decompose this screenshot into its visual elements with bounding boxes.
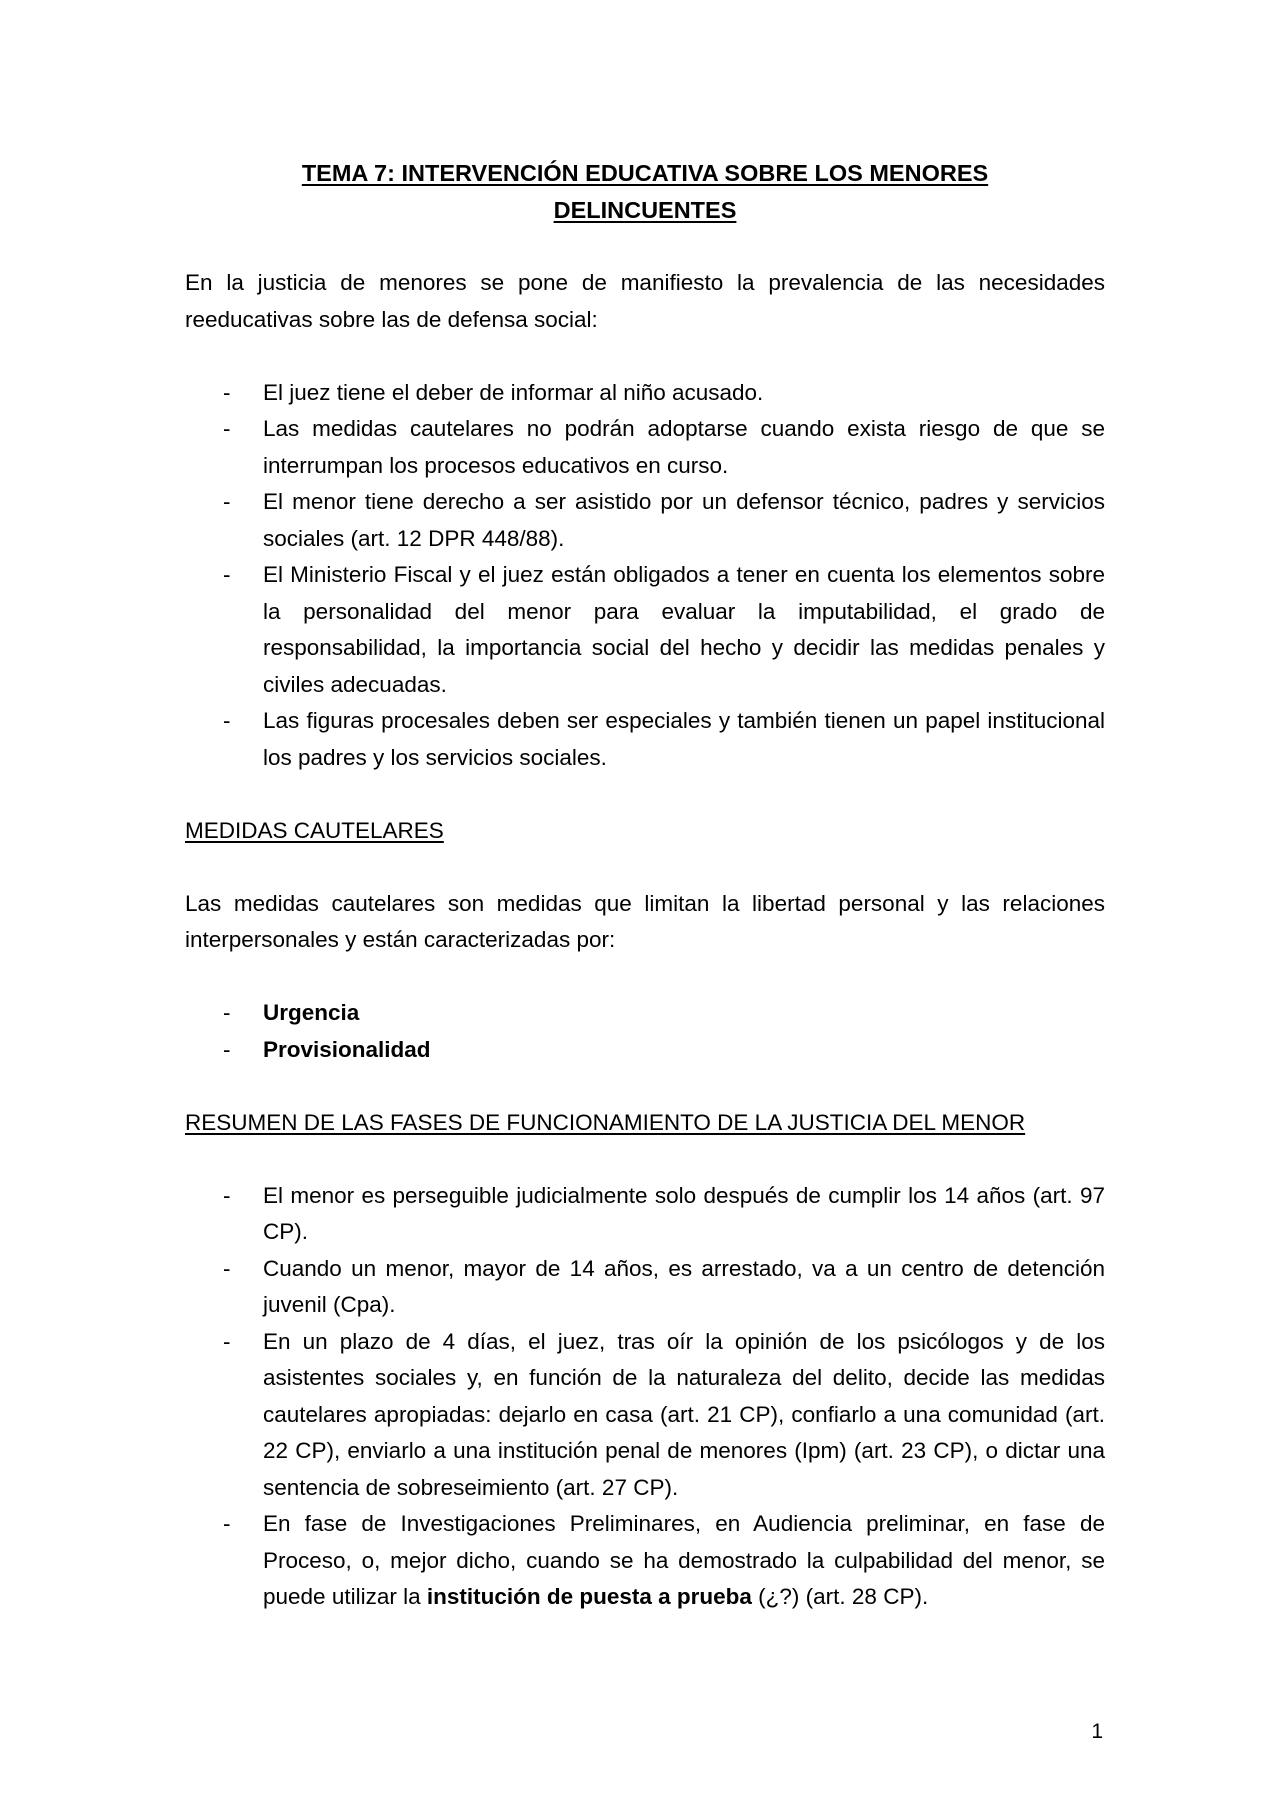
characteristics-list [185, 995, 1105, 1068]
list-item-text: Las figuras procesales deben ser especiales y también tienen un papel institucional los padres y los servicios sociales. [263, 708, 1105, 770]
dash-bullet: - [223, 1255, 231, 1281]
list-item [185, 1324, 1105, 1507]
list-item [185, 484, 1105, 557]
dash-bullet: - [223, 1328, 231, 1354]
dash-bullet: - [223, 416, 231, 441]
section-heading-resumen: RESUMEN DE LAS FASES DE FUNCIONAMIENTO DE LA JUSTICIA DEL MENOR [185, 1109, 1026, 1135]
dash-bullet: - [223, 1036, 231, 1062]
list-item-bold-term: institución de puesta a prueba [426, 1584, 752, 1609]
list-item-text: El Ministerio Fiscal y el juez están obligados a tener en cuenta los elementos sobre la personalidad del menor para evaluar la imputabilidad, el grado de responsabilidad, la importancia social del hecho y decidir las medidas penales y civiles adecuadas. [263, 562, 1105, 697]
list-item [185, 1032, 1105, 1069]
dash-bullet: - [223, 562, 231, 587]
list-item [185, 1251, 1105, 1324]
list-item-text: Provisionalidad [263, 1036, 431, 1062]
dash-bullet: - [223, 708, 231, 733]
document-title [185, 155, 1105, 229]
list-item [185, 411, 1105, 484]
intro-paragraph: En la justicia de menores se pone de manifiesto la prevalencia de las necesidades reeducativas sobre las de defensa social: [185, 270, 1105, 332]
rights-list [185, 375, 1105, 777]
list-item [185, 1178, 1105, 1251]
list-item [185, 557, 1105, 703]
list-item [185, 1506, 1105, 1616]
list-item-text-start: En fase de Investigaciones Preliminares, en Audiencia preliminar, en fase de Proceso, o, mejor dicho, cuando se ha demostrado la culpabilidad del menor, se puede utilizar la [263, 1511, 1105, 1609]
dash-bullet: - [223, 489, 231, 514]
document-body [185, 155, 1105, 1652]
page-number: 1 [1091, 1720, 1103, 1743]
phases-list [185, 1178, 1105, 1616]
list-item-text: El juez tiene el deber de informar al niño acusado. [263, 379, 764, 405]
dash-bullet: - [223, 1000, 231, 1025]
list-item-text: Urgencia [263, 1000, 360, 1025]
section-heading-medidas: MEDIDAS CAUTELARES [185, 817, 444, 843]
medidas-paragraph: Las medidas cautelares son medidas que limitan la libertad personal y las relaciones interpersonales y están caracterizadas por: [185, 890, 1105, 952]
title-line-2: DELINCUENTES [553, 197, 737, 223]
list-item-text [263, 1511, 1105, 1609]
list-item [185, 703, 1105, 776]
list-item-text: Cuando un menor, mayor de 14 años, es arrestado, va a un centro de detención juvenil (Cpa). [263, 1255, 1105, 1317]
list-item [185, 995, 1105, 1032]
list-item [185, 375, 1105, 412]
list-item-text: El menor tiene derecho a ser asistido por un defensor técnico, padres y servicios sociales (art. 12 DPR 448/88). [263, 489, 1105, 551]
dash-bullet: - [223, 1182, 231, 1208]
title-line-1: TEMA 7: INTERVENCIÓN EDUCATIVA SOBRE LOS MENORES [301, 160, 989, 186]
dash-bullet: - [223, 1511, 231, 1536]
list-item-text: Las medidas cautelares no podrán adoptarse cuando exista riesgo de que se interrumpan los procesos educativos en curso. [263, 416, 1105, 478]
list-item-text-end: (¿?) (art. 28 CP). [751, 1584, 929, 1609]
list-item-text: En un plazo de 4 días, el juez, tras oír la opinión de los psicólogos y de los asistentes sociales y, en función de la naturaleza del delito, decide las medidas cautelares apropiadas: dejarlo en casa (art. 21 CP), confiarlo a una comunidad (art. 22 CP), enviarlo a una institución penal de menores (Ipm) (art. 23 CP), o dictar una sentencia de sobreseimiento (art. 27 CP). [263, 1328, 1105, 1500]
dash-bullet: - [223, 379, 231, 405]
list-item-text: El menor es perseguible judicialmente solo después de cumplir los 14 años (art. 97 CP). [263, 1182, 1105, 1244]
